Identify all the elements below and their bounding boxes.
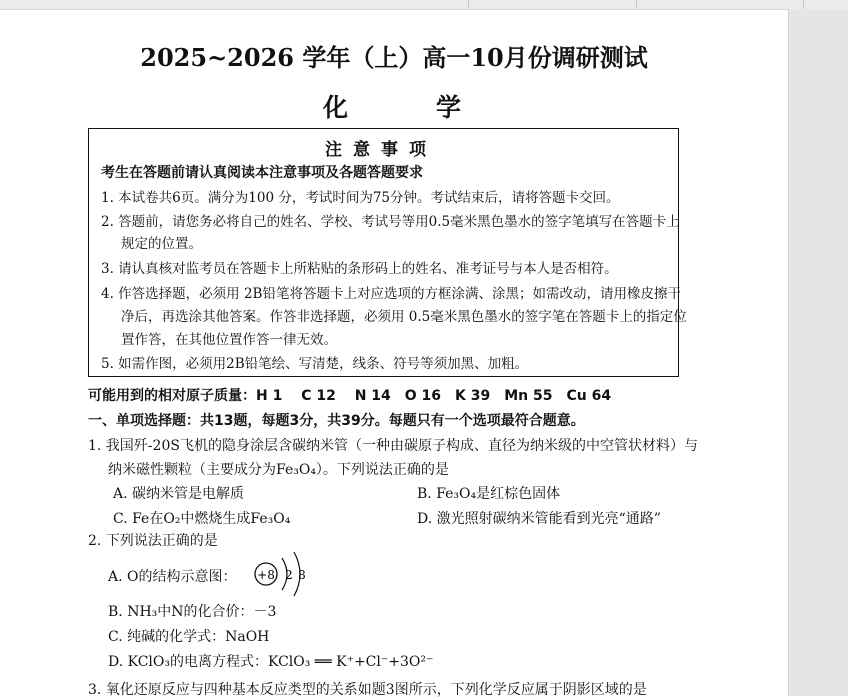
- exam-title: 2025~2026 学年（上）高一10月份调研测试: [140, 43, 648, 72]
- side-panel: [788, 9, 848, 696]
- question-3-stem: 3. 氧化还原反应与四种基本反应类型的关系如题3图所示，下列化学反应属于阴影区域的是: [88, 682, 647, 698]
- nucleus-charge: +8: [257, 568, 275, 582]
- notice-item: 4. 作答选择题，必须用 2B铅笔将答题卡上对应选项的方框涂满、涂黑；如需改动，请用橡皮擦干: [101, 286, 681, 302]
- q1-option-b: B. Fe₃O₄是红棕色固体: [417, 486, 561, 502]
- notice-item: 5. 如需作图，必须用2B铅笔绘、写清楚，线条、符号等须加黑、加粗。: [101, 356, 529, 372]
- notice-item: 3. 请认真核对监考员在答题卡上所粘贴的条形码上的姓名、准考证号与本人是否相符。: [101, 261, 618, 277]
- atomic-masses: 可能用到的相对原子质量：H 1 C 12 N 14 O 16 K 39 Mn 55 Cu 64: [88, 388, 612, 404]
- notice-item: 规定的位置。: [121, 236, 202, 252]
- question-1-stem-cont: 纳米磁性颗粒（主要成分为Fe₃O₄）。下列说法正确的是: [108, 462, 449, 478]
- oxygen-atom-diagram: [252, 548, 314, 602]
- subject-title: 化学: [323, 93, 550, 122]
- shell-1-electrons: 2: [285, 568, 293, 582]
- document-page: [0, 10, 788, 696]
- q1-option-a: A. 碳纳米管是电解质: [113, 486, 245, 502]
- toolbar-divider: [636, 0, 637, 9]
- q2-option-d: D. KClO₃的电离方程式：KClO₃ ══ K⁺+Cl⁻+3O²⁻: [108, 654, 434, 670]
- notice-item: 净后，再选涂其他答案。作答非选择题，必须用 0.5毫米黑色墨水的签字笔在答题卡上的指定位: [121, 309, 687, 325]
- top-toolbar-strip: [0, 0, 848, 10]
- notice-item: 1. 本试卷共6页。满分为100 分，考试时间为75分钟。考试结束后，请将答题卡交回。: [101, 190, 620, 206]
- notice-item: 置作答，在其他位置作答一律无效。: [121, 332, 337, 348]
- q2-option-c: C. 纯碱的化学式：NaOH: [108, 629, 270, 645]
- section-heading: 一、单项选择题：共13题，每题3分，共39分。每题只有一个选项最符合题意。: [88, 413, 585, 429]
- shell-2-electrons: 8: [298, 568, 306, 582]
- q1-option-d: D. 激光照射碳纳米管能看到光亮“通路”: [417, 511, 661, 527]
- question-2-stem: 2. 下列说法正确的是: [88, 533, 218, 549]
- notice-item: 2. 答题前，请您务必将自己的姓名、学校、考试号等用0.5毫米黑色墨水的签字笔填写在答题卡上: [101, 214, 680, 230]
- notice-heading: 注意事项: [325, 140, 437, 160]
- question-1-stem: 1. 我国歼-20S飞机的隐身涂层含碳纳米管（一种由碳原子构成、直径为纳米级的中空管状材料）与: [88, 438, 698, 454]
- toolbar-divider: [803, 0, 804, 9]
- q1-option-c: C. Fe在O₂中燃烧生成Fe₃O₄: [113, 511, 291, 527]
- notice-intro: 考生在答题前请认真阅读本注意事项及各题答题要求: [101, 165, 423, 181]
- q2-option-a: A. O的结构示意图：: [108, 569, 237, 585]
- q2-option-b: B. NH₃中N的化合价：－3: [108, 604, 277, 620]
- toolbar-divider: [468, 0, 469, 9]
